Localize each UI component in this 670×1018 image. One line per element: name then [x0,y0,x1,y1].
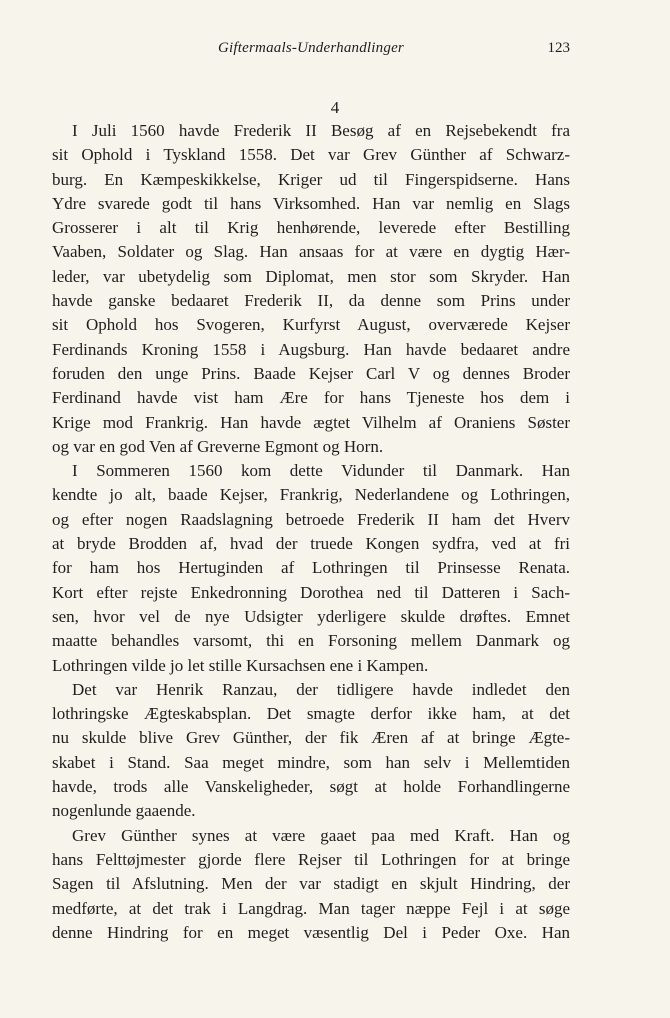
page-number: 123 [547,40,570,56]
text-line: Krige mod Frankrig. Han havde ægtet Vilhelm af Oraniens Søster [52,412,570,432]
text-line: skabet i Stand. Saa meget mindre, som han selv i Mellemtiden [52,752,570,772]
section-number: 4 [330,98,340,117]
body-text [52,119,570,945]
text-line: Ferdinands Kroning 1558 i Augsburg. Han havde bedaaret andre [52,339,570,359]
text-line: maatte behandles varsomt, thi en Forsoning mellem Danmark og [52,631,570,651]
text-line: leder, var ubetydelig som Diplomat, men stor som Skryder. Han [52,266,570,286]
text-line: Sagen til Afslutning. Men der var stadigt en skjult Hindring, der [52,874,570,894]
text-line: kendte jo alt, baade Kejser, Frankrig, Nederlandene og Lothringen, [52,485,570,505]
text-line: Grosserer i alt til Krig henhørende, leverede efter Bestilling [52,218,570,238]
text-line: at bryde Brodden af, hvad der truede Kongen sydfra, ved at fri [52,534,570,554]
text-line: hans Felttøjmester gjorde flere Rejser til Lothringen for at bringe [52,849,570,869]
text-line: I Sommeren 1560 kom dette Vidunder til Danmark. Han [72,461,570,481]
running-title: Giftermaals-Underhandlinger [218,40,404,56]
text-line: havde, trods alle Vanskeligheder, søgt at holde Forhandlingerne [52,777,570,797]
text-line: Lothringen vilde jo let stille Kursachsen ene i Kampen. [52,655,429,675]
text-line: for ham hos Hertuginden af Lothringen til Prinsesse Renata. [52,558,570,578]
text-line: sit Ophold i Tyskland 1558. Det var Grev Günther af Schwarz- [52,145,570,165]
text-line: og var en god Ven af Greverne Egmont og Horn. [52,436,384,456]
text-line: burg. En Kæmpeskikkelse, Kriger ud til Fingerspidserne. Hans [52,169,570,189]
text-line: havde ganske bedaaret Frederik II, da denne som Prins under [52,291,570,311]
text-line: Ferdinand havde vist ham Ære for hans Tjeneste hos dem i [52,388,570,408]
text-line: Vaaben, Soldater og Slag. Han ansaas for at være en dygtig Hær- [52,242,570,262]
text-line: Ydre svarede godt til hans Virksomhed. Han var nemlig en Slags [52,193,570,213]
text-line: og efter nogen Raadslagning betroede Frederik II ham det Hverv [52,509,570,529]
text-line: foruden den unge Prins. Baade Kejser Carl V og dennes Broder [52,363,570,383]
page-header [52,40,570,64]
text-line: sen, hvor vel de nye Udsigter yderligere skulde drøftes. Emnet [52,606,570,626]
text-line: Det var Henrik Ranzau, der tidligere havde indledet den [72,679,570,699]
text-line: Grev Günther synes at være gaaet paa med Kraft. Han og [72,825,570,845]
text-line: sit Ophold hos Svogeren, Kurfyrst August, overværede Kejser [52,315,570,335]
text-line: I Juli 1560 havde Frederik II Besøg af en Rejsebekendt fra [72,121,570,140]
text-line: Kort efter rejste Enkedronning Dorothea ned til Datteren i Sach- [52,582,570,602]
text-line: medførte, at det trak i Langdrag. Man tager næppe Fejl i at søge [52,898,570,918]
text-line: nu skulde blive Grev Günther, der fik Æren af at bringe Ægte- [52,728,570,748]
text-line: nogenlunde gaaende. [52,801,196,821]
text-line: denne Hindring for en meget væsentlig Del i Peder Oxe. Han [52,922,570,942]
text-line: lothringske Ægteskabsplan. Det smagte derfor ikke ham, at det [52,704,570,724]
